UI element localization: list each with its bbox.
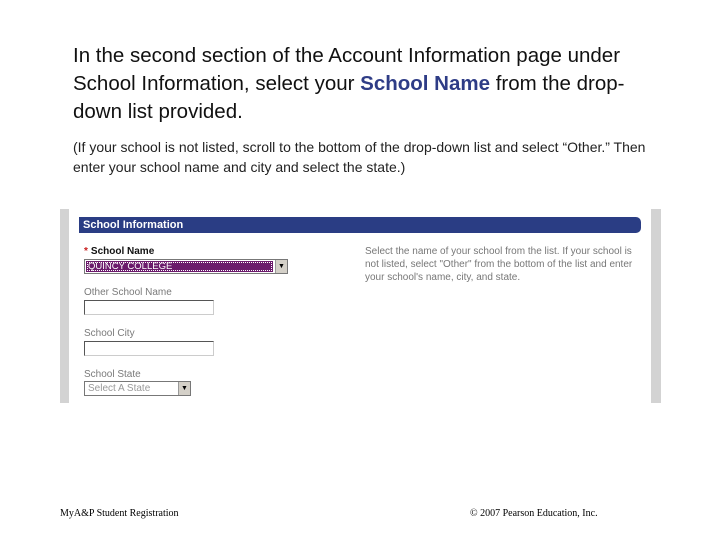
school-name-selected-value: QUINCY COLLEGE [86, 261, 273, 272]
state-selected-value: Select A State [88, 383, 151, 394]
footer-left: MyA&P Student Registration [60, 508, 179, 519]
required-asterisk: * [84, 246, 88, 257]
help-text: Select the name of your school from the list. If your school is not listed, select "Other" from the bottom of the list and enter your school's name, city, and state. [365, 246, 633, 283]
school-state-label: School State [84, 369, 141, 380]
school-state-select[interactable] [84, 381, 191, 396]
school-name-select[interactable] [84, 259, 288, 274]
other-school-input[interactable] [84, 300, 214, 315]
state-dropdown-arrow-icon[interactable]: ▼ [178, 382, 190, 395]
form-panel [69, 209, 651, 403]
instruction-note: (If your school is not listed, scroll to the bottom of the drop-down list and select “Other.” Then enter your school name and city and select the state.) [73, 139, 646, 175]
school-city-label: School City [84, 328, 135, 339]
school-name-label [84, 246, 154, 257]
form-screenshot [60, 209, 661, 403]
instruction-text: In the second section of the Account Information page under School Information, select your [73, 44, 621, 95]
other-school-label: Other School Name [84, 287, 172, 298]
school-name-label-text: School Name [90, 246, 155, 257]
section-title-bar: School Information [79, 217, 641, 233]
dropdown-arrow-icon[interactable]: ▼ [275, 260, 287, 273]
footer-right: © 2007 Pearson Education, Inc. [470, 508, 598, 519]
instruction-heading [73, 42, 673, 126]
school-city-input[interactable] [84, 341, 214, 356]
school-name-highlight: School Name [360, 72, 491, 95]
instruction-text-end: from the drop-down list provided. [73, 72, 625, 123]
